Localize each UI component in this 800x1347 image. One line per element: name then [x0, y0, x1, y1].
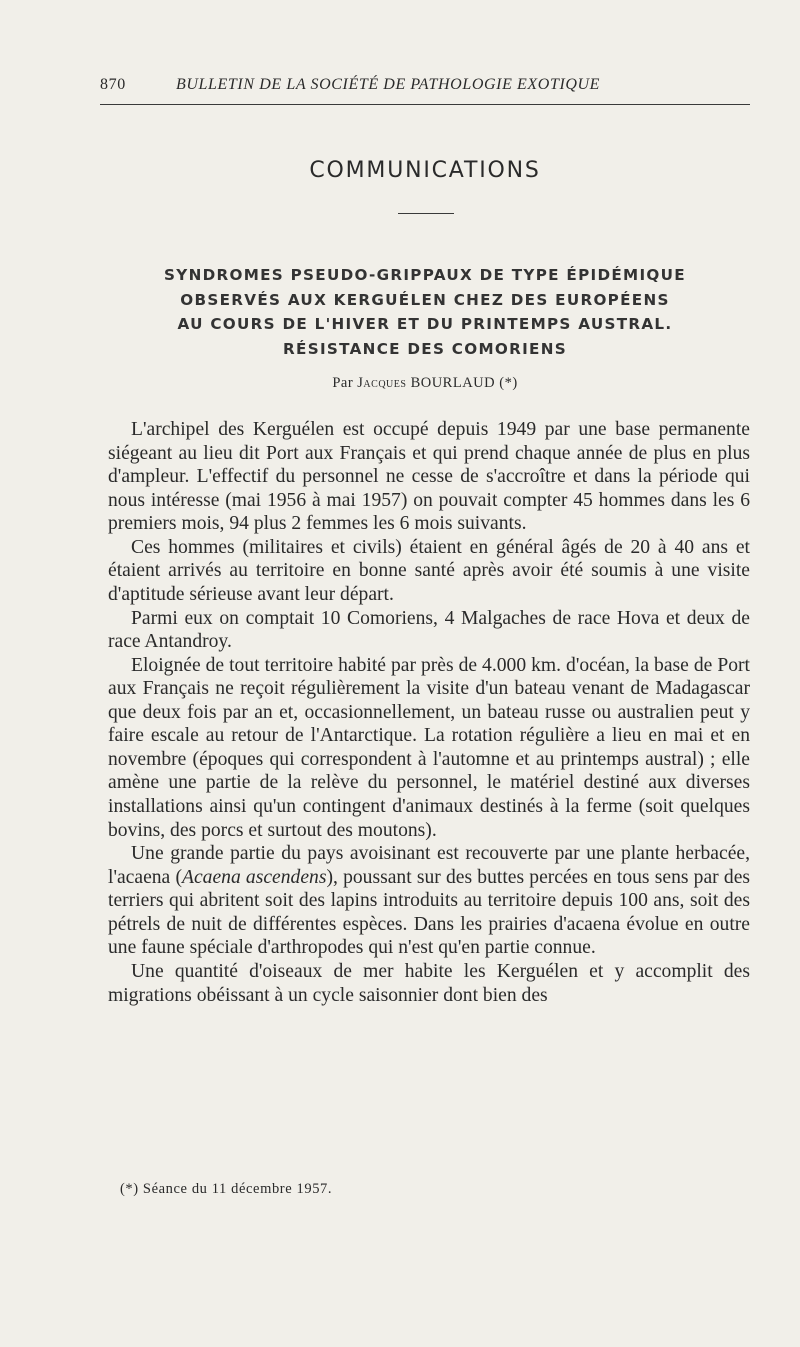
journal-title: BULLETIN DE LA SOCIÉTÉ DE PATHOLOGIE EXOTIQUE	[176, 76, 601, 93]
author-first-name: Jacques	[357, 375, 407, 391]
paragraph-text: ), poussant sur des buttes percées en tous sens par des terriers qui abritent soit des lapins introduits au territoire depuis 100 ans, soit des pétrels de nuit de différentes espèces. Dans les prairies d'acaena évolue en outre une faune spéciale d'arthropodes qui n'est qu'en partie connue.	[108, 866, 751, 959]
author-last-name: BOURLAUD	[410, 375, 496, 391]
footnote-marker: (*)	[499, 375, 518, 391]
article-title-line: AU COURS DE L'HIVER ET DU PRINTEMPS AUSTRAL.	[177, 315, 673, 333]
paragraph: Parmi eux on comptait 10 Comoriens, 4 Malgaches de race Hova et deux de race Antandroy.	[108, 607, 750, 653]
article-title-line: SYNDROMES PSEUDO-GRIPPAUX DE TYPE ÉPIDÉMIQUE	[164, 266, 686, 284]
header-rule	[100, 104, 750, 105]
paragraph-text: Une grande partie du pays avoisinant est recouverte par une plante herbacée, l'acaena (	[108, 843, 750, 888]
byline	[0, 375, 800, 392]
page-number: 870	[100, 76, 126, 93]
paragraph: Une quantité d'oiseaux de mer habite les Kerguélen et y accomplit des migrations obéissant à un cycle saisonnier dont bien des	[108, 960, 750, 1006]
paragraph: L'archipel des Kerguélen est occupé depuis 1949 par une base permanente siégeant au lieu dit Port aux Français et qui prend chaque année de plus en plus d'ampleur. L'effectif du personnel ne cesse de s'accroître et dans la période qui nous intéresse (mai 1956 à mai 1957) on pouvait compter 45 hommes dans les 6 premiers mois, 94 plus 2 femmes les 6 mois suivants.	[108, 419, 750, 535]
section-title: COMMUNICATIONS	[309, 158, 541, 183]
species-name: Acaena ascendens	[181, 866, 327, 888]
article-body	[108, 418, 750, 1007]
article-title-line: OBSERVÉS AUX KERGUÉLEN CHEZ DES EUROPÉENS	[180, 290, 670, 309]
paragraph: Ces hommes (militaires et civils) étaient en général âgés de 20 à 40 ans et étaient arrivés au territoire en bonne santé après avoir été soumis à une visite d'aptitude sérieuse avant leur départ.	[108, 536, 750, 605]
article-title	[100, 263, 750, 361]
footnote: (*) Séance du 11 décembre 1957.	[120, 1181, 333, 1197]
byline-prefix: Par	[332, 375, 354, 391]
article-title-line: RÉSISTANCE DES COMORIENS	[283, 339, 567, 358]
paragraph	[108, 842, 750, 960]
section-divider	[398, 213, 454, 214]
paragraph: Eloignée de tout territoire habité par près de 4.000 km. d'océan, la base de Port aux Français ne reçoit régulièrement la visite d'un bateau venant de Madagascar que deux fois par an et, occasionnellement, un bateau russe ou australien peut y faire escale au retour de l'Antarctique. La rotation régulière a lieu en mai et en novembre (époques qui correspondent à l'automne et au printemps austral) ; elle amène une partie de la relève du personnel, le matériel destiné aux diverses installations ainsi qu'un contingent d'animaux destinés à la ferme (soit quelques bovins, des porcs et surtout des moutons).	[108, 654, 750, 841]
